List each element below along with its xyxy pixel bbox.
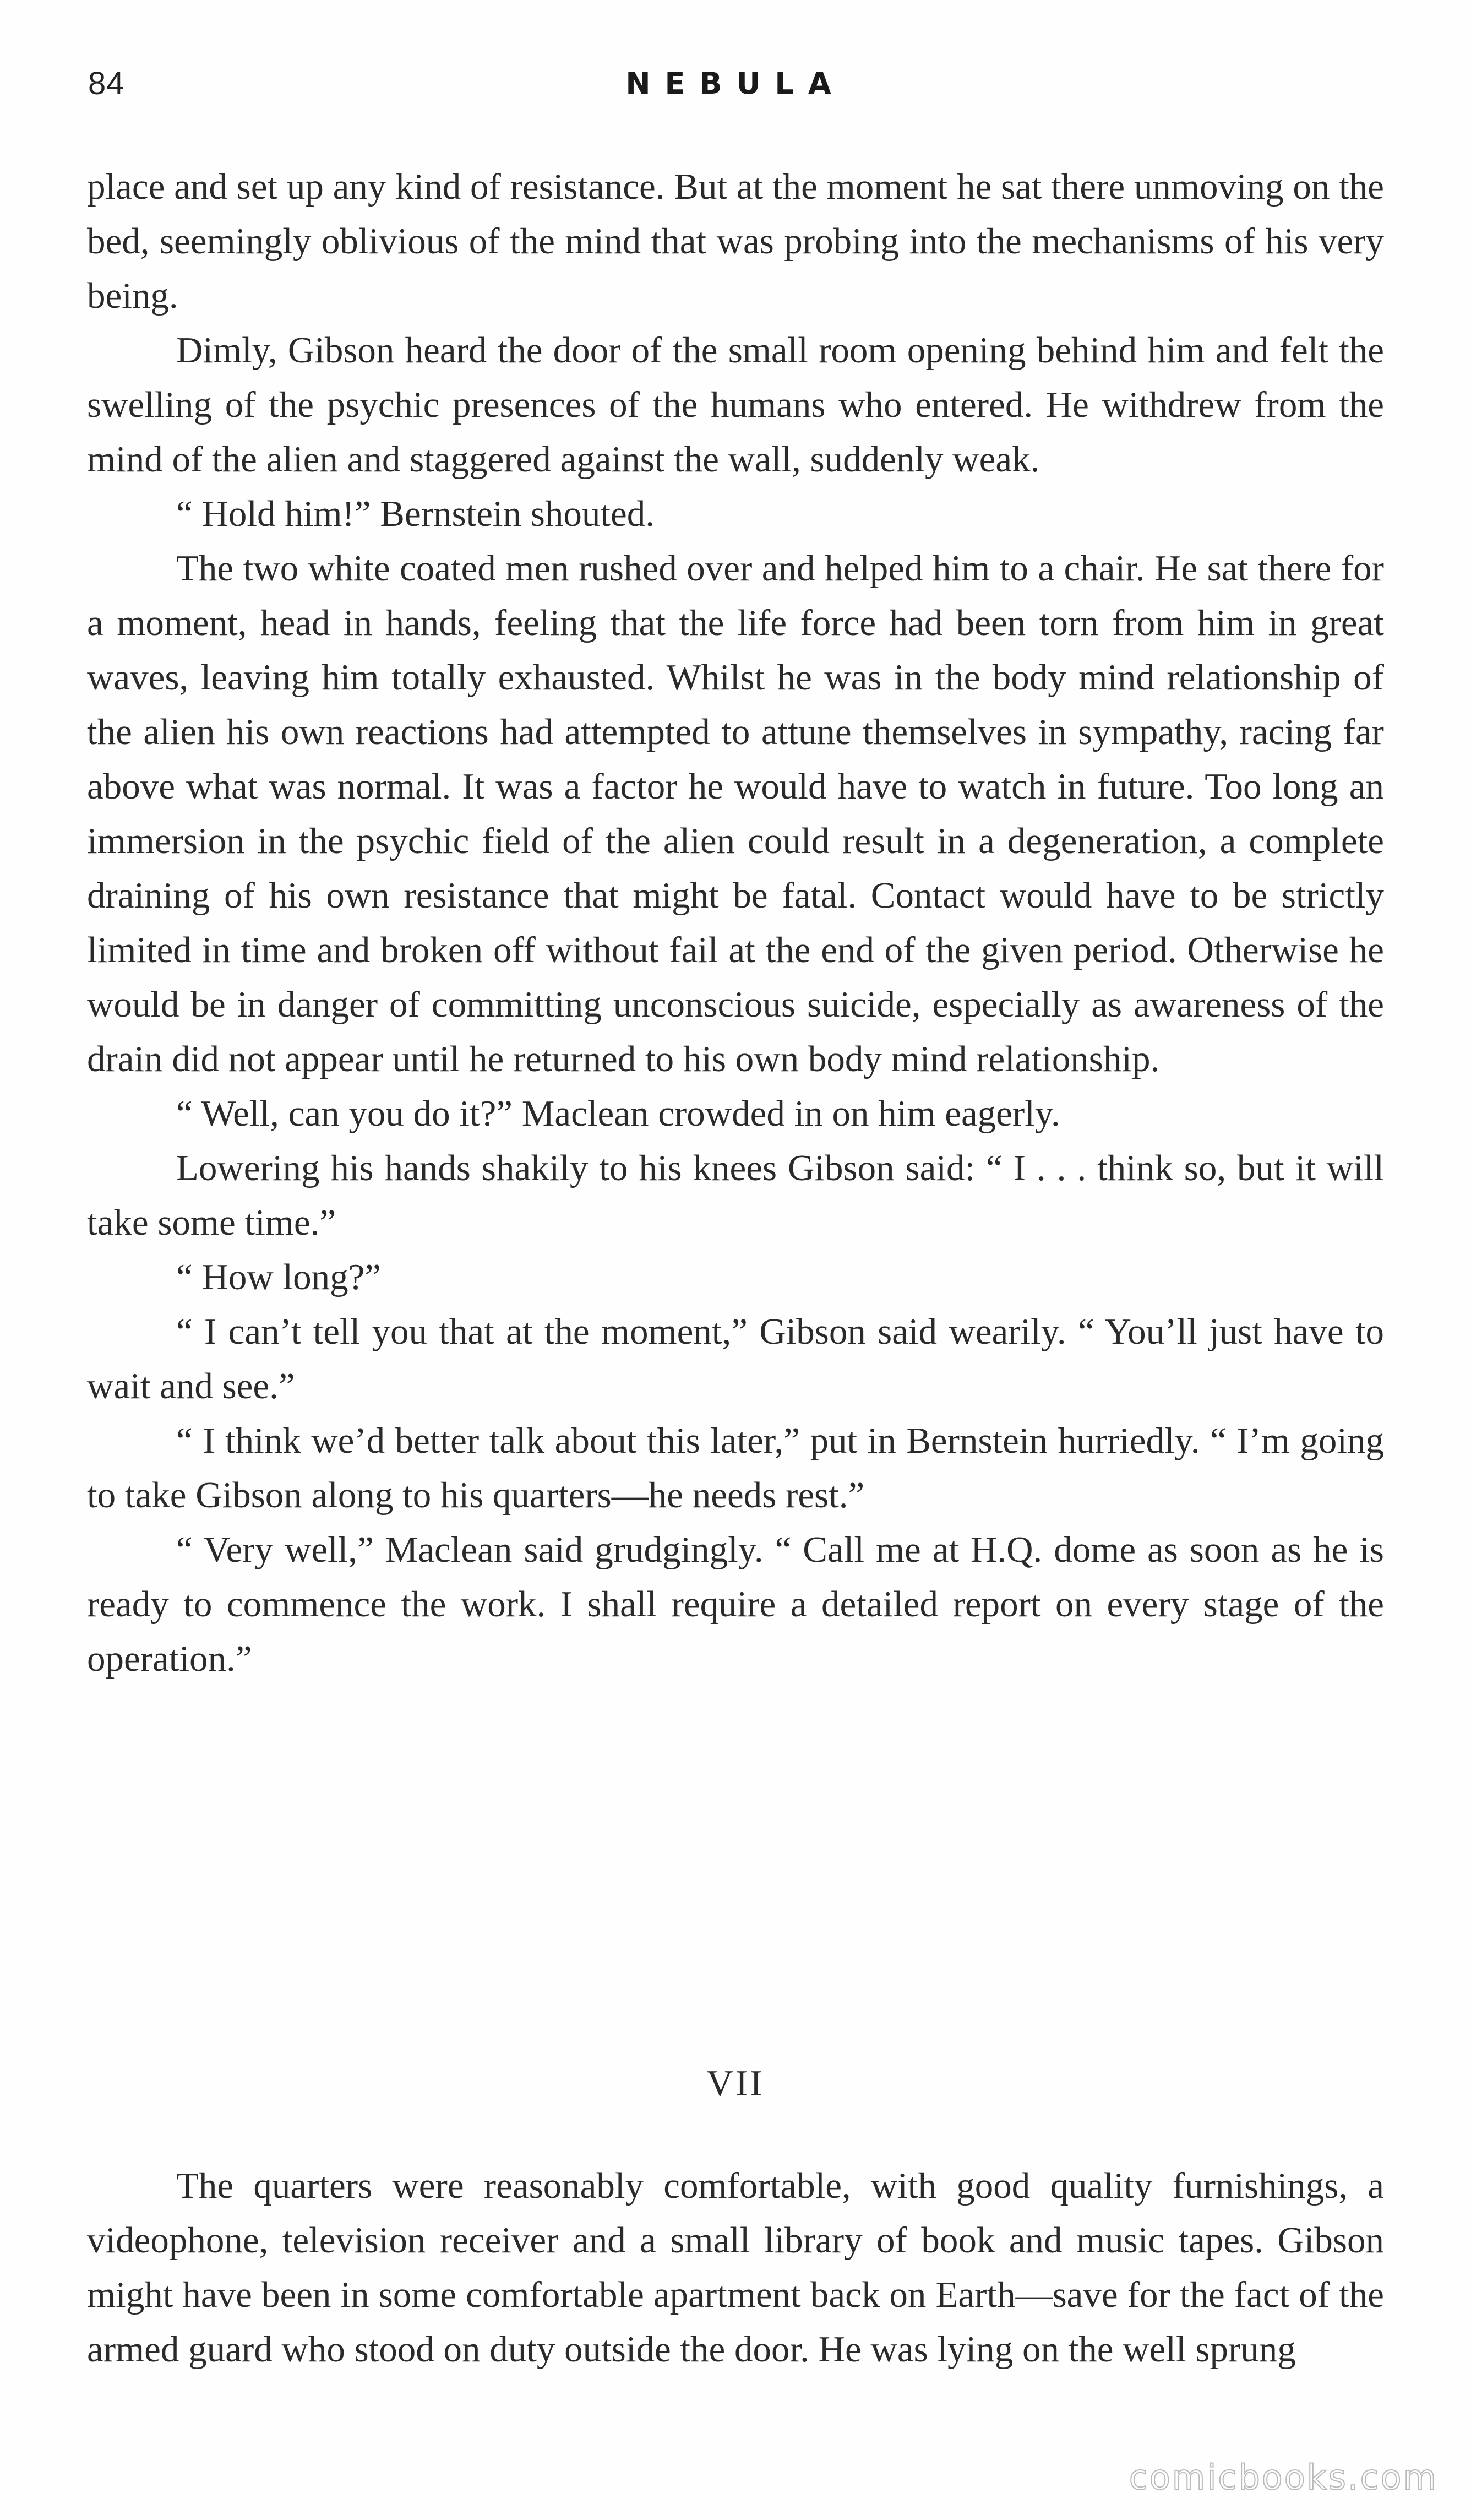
paragraph: “ Hold him!” Bernstein shouted. <box>176 493 655 534</box>
page-number: 84 <box>88 66 125 101</box>
paragraph: “ I think we’d better talk about this later,” put in Bernstein hurriedly. “ I’m going to take Gibson along to his quarters—he needs rest.” <box>87 1420 1384 1516</box>
paragraph: “ Very well,” Maclean said grudgingly. “ Call me at H.Q. dome as soon as he is ready to commence the work. I shall require a detailed report on every stage of the operation.” <box>87 1529 1384 1679</box>
body-text-section-2 <box>87 2159 1384 2377</box>
paragraph: Lowering his hands shakily to his knees Gibson said: “ I . . . think so, but it will take some time.” <box>87 1148 1384 1243</box>
body-text-section-1 <box>87 160 1384 1686</box>
paragraph: “ How long?” <box>176 1257 382 1297</box>
paragraph: “ Well, can you do it?” Maclean crowded in on him eagerly. <box>176 1093 1060 1134</box>
paragraph: The two white coated men rushed over and helped him to a chair. He sat there for a moment, head in hands, feeling that the life force had been torn from him in great waves, leaving him totally exhausted. Whilst he was in the body mind relationship of the alien his own reactions had attempted to attune themselves in sympathy, racing far above what was normal. It was a factor he would have to watch in future. Too long an immersion in the psychic field of the alien could result in a degeneration, a complete draining of his own resistance that might be fatal. Contact would have to be strictly limited in time and broken off without fail at the end of the given period. Otherwise he would be in danger of committing unconscious suicide, especially as awareness of the drain did not appear until he returned to his own body mind relationship. <box>87 548 1384 1079</box>
chapter-heading: VII <box>706 2063 765 2104</box>
watermark-logo: comicbooks.com <box>1129 2457 1438 2497</box>
paragraph: “ I can’t tell you that at the moment,” Gibson said wearily. “ You’ll just have to wait and see.” <box>87 1311 1384 1406</box>
paragraph: Dimly, Gibson heard the door of the small room opening behind him and felt the swelling of the psychic presences of the humans who entered. He withdrew from the mind of the alien and staggered against the wall, suddenly weak. <box>87 330 1384 480</box>
paragraph-continued: place and set up any kind of resistance. But at the moment he sat there unmoving on the bed, seemingly oblivious of the mind that was probing into the mechanisms of his very being. <box>87 166 1384 316</box>
paragraph: The quarters were reasonably comfortable, with good quality furnishings, a videophone, television receiver and a small library of book and music tapes. Gibson might have been in some comfortable apartment back on Earth—save for the fact of the armed guard who stood on duty outside the door. He was lying on the well sprung <box>87 2165 1384 2370</box>
running-head-title: NEBULA <box>625 66 846 101</box>
